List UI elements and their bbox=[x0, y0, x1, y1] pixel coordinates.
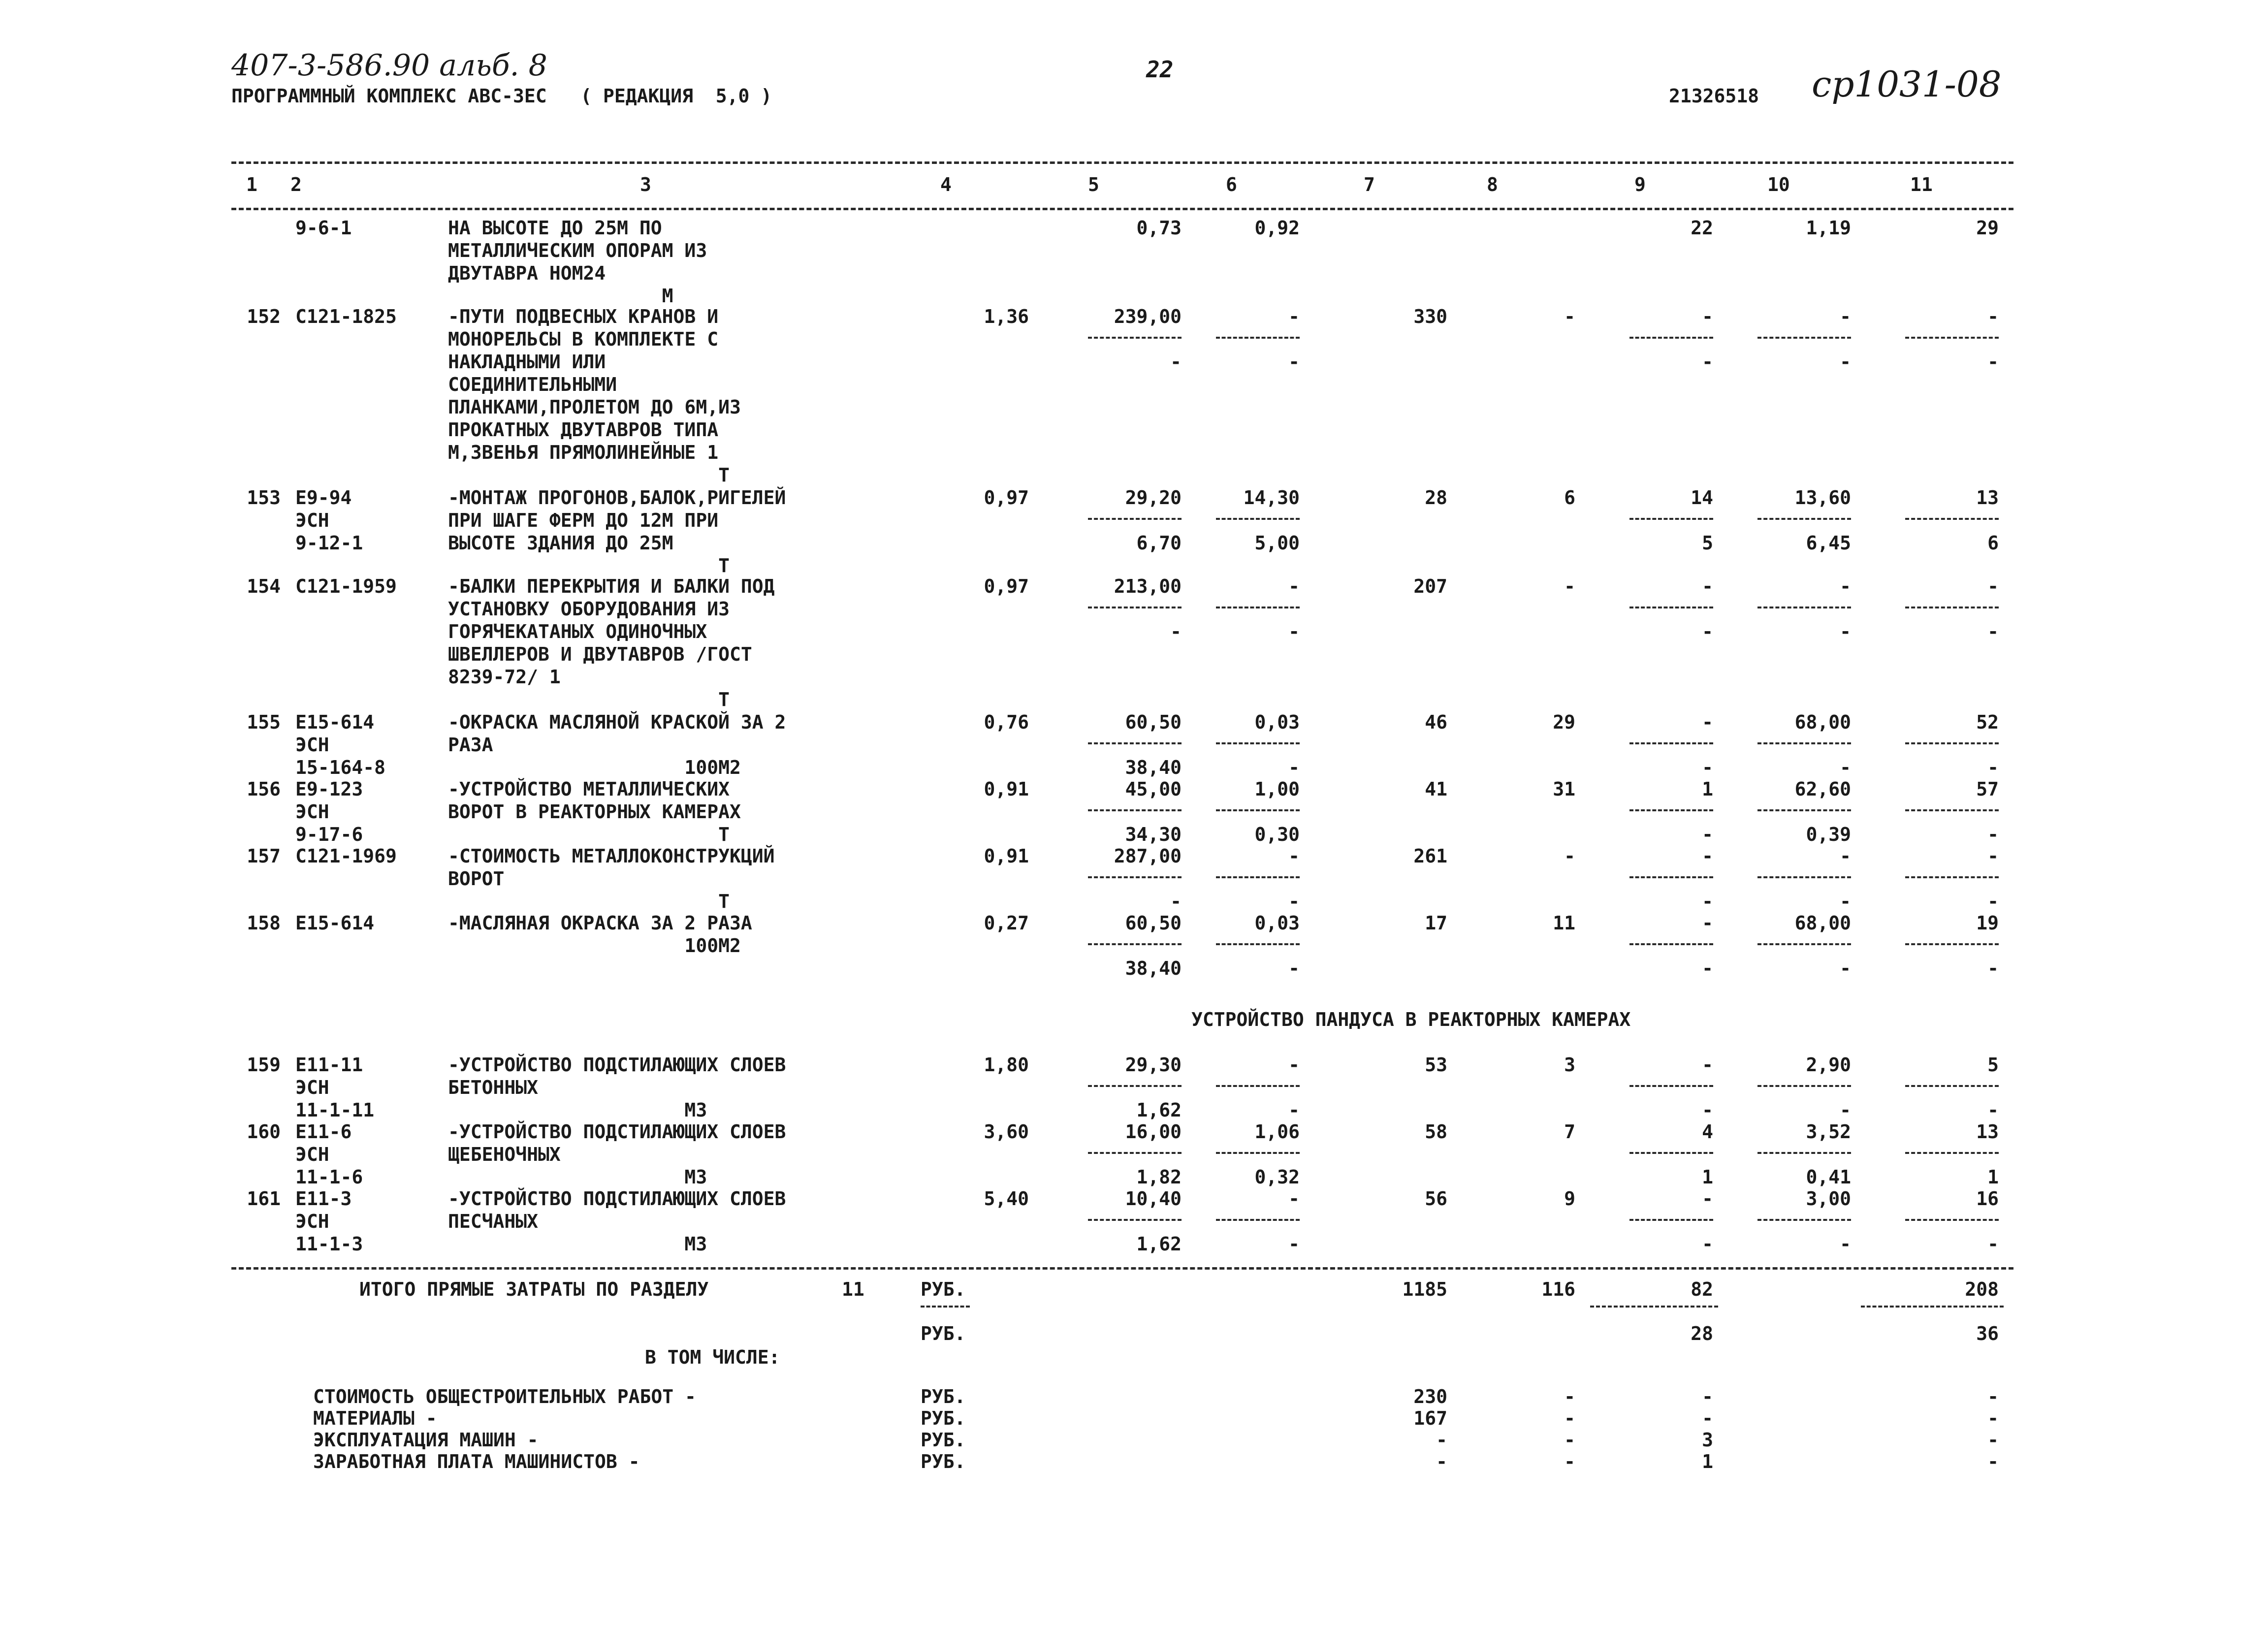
cell-divider bbox=[1088, 1085, 1182, 1087]
breakdown-col8: - bbox=[1564, 1429, 1575, 1451]
row-c7: 46 bbox=[1425, 711, 1447, 733]
row-c7: 41 bbox=[1425, 778, 1447, 800]
row-description: -СТОИМОСТЬ МЕТАЛЛОКОНСТРУКЦИЙ ВОРОТ Т bbox=[448, 845, 775, 912]
row-description: -УСТРОЙСТВО ПОДСТИЛАЮЩИХ СЛОЕВ ЩЕБЕНОЧНЫХ М3 bbox=[448, 1121, 786, 1188]
row-c6: 1,00 0,30 bbox=[1254, 778, 1300, 845]
cell-divider bbox=[1905, 876, 1999, 878]
row-c10: 3,00 - bbox=[1806, 1188, 1851, 1255]
totals-rule bbox=[231, 1267, 2013, 1270]
row-c7: 28 bbox=[1425, 487, 1447, 509]
cell-divider bbox=[1629, 809, 1713, 811]
column-header-7: 7 bbox=[1364, 174, 1375, 195]
row-c9: - - bbox=[1702, 1188, 1713, 1255]
row-c8: 3 bbox=[1564, 1054, 1575, 1076]
row-c9: - - bbox=[1702, 306, 1713, 373]
totals-unit-2: РУБ. bbox=[921, 1323, 966, 1344]
column-header-3: 3 bbox=[640, 174, 651, 195]
row-c6: 14,30 5,00 bbox=[1243, 487, 1300, 554]
row-c4: 1,80 bbox=[984, 1054, 1029, 1076]
row-c10: 3,52 0,41 bbox=[1806, 1121, 1851, 1188]
row-code: Е9-94 ЭСН 9-12-1 bbox=[295, 487, 363, 554]
cell-divider bbox=[1905, 742, 1999, 744]
row-code: С121-1959 bbox=[295, 575, 397, 597]
row-c7: 207 bbox=[1413, 575, 1447, 597]
breakdown-col9: 3 bbox=[1702, 1429, 1713, 1451]
row-c11: 5 - bbox=[1987, 1054, 1999, 1121]
row-number: 155 bbox=[247, 711, 281, 733]
cell-divider bbox=[1216, 337, 1300, 339]
breakdown-label: МАТЕРИАЛЫ - bbox=[313, 1407, 437, 1429]
row-c10: - - bbox=[1840, 575, 1851, 642]
row-description: -УСТРОЙСТВО ПОДСТИЛАЮЩИХ СЛОЕВ ПЕСЧАНЫХ М3 bbox=[448, 1188, 786, 1255]
row-c5: 60,50 38,40 bbox=[1125, 711, 1182, 778]
cell-divider bbox=[1629, 742, 1713, 744]
cell-divider bbox=[1757, 518, 1851, 520]
cell-divider bbox=[1905, 518, 1999, 520]
row-c4: 0,27 bbox=[984, 912, 1029, 934]
column-header-10: 10 bbox=[1767, 174, 1790, 195]
row-c8: - bbox=[1564, 845, 1575, 867]
row-c6: - - bbox=[1288, 575, 1300, 642]
row-c7: 261 bbox=[1413, 845, 1447, 867]
including-label: В ТОМ ЧИСЛЕ: bbox=[645, 1346, 780, 1368]
row-code: Е15-614 bbox=[295, 912, 375, 934]
row-c5: 29,20 6,70 bbox=[1125, 487, 1182, 554]
cell-divider bbox=[1905, 337, 1999, 339]
breakdown-col11: - bbox=[1987, 1386, 1999, 1407]
row-description: -УСТРОЙСТВО ПОДСТИЛАЮЩИХ СЛОЕВ БЕТОННЫХ М3 bbox=[448, 1054, 786, 1121]
row-c6: 1,06 0,32 bbox=[1254, 1121, 1300, 1188]
breakdown-col7: - bbox=[1436, 1451, 1447, 1472]
cell-divider bbox=[1629, 518, 1713, 520]
column-header-2: 2 bbox=[290, 174, 302, 195]
row-c8: 31 bbox=[1553, 778, 1575, 800]
row-number: 160 bbox=[247, 1121, 281, 1143]
breakdown-unit: РУБ. bbox=[921, 1386, 966, 1407]
breakdown-col9: - bbox=[1702, 1386, 1713, 1407]
cell-divider bbox=[1757, 1085, 1851, 1087]
column-header-5: 5 bbox=[1088, 174, 1099, 195]
totals-col9-bottom: 28 bbox=[1691, 1323, 1713, 1344]
cell-divider bbox=[1216, 1219, 1300, 1221]
row-c10: - - bbox=[1840, 306, 1851, 373]
column-header-4: 4 bbox=[940, 174, 952, 195]
cell-divider bbox=[1088, 337, 1182, 339]
col11-underline bbox=[1861, 1306, 2004, 1308]
row-c7: 17 bbox=[1425, 912, 1447, 934]
row-code: С121-1825 bbox=[295, 306, 397, 327]
cell-divider bbox=[1757, 809, 1851, 811]
cell-divider bbox=[1629, 943, 1713, 945]
cell-divider bbox=[1216, 742, 1300, 744]
row-c8: - bbox=[1564, 575, 1575, 597]
row-c10: 62,60 0,39 bbox=[1794, 778, 1851, 845]
row-c10: 68,00 - bbox=[1794, 912, 1851, 979]
cell-divider bbox=[1629, 1152, 1713, 1154]
cell-divider bbox=[1088, 943, 1182, 945]
cell-divider bbox=[1905, 607, 1999, 608]
row-code: С121-1969 bbox=[295, 845, 397, 867]
row-c4: 0,97 bbox=[984, 575, 1029, 597]
cell-divider bbox=[1088, 742, 1182, 744]
row-code: Е11-3 ЭСН 11-1-3 bbox=[295, 1188, 363, 1255]
row-c10: 68,00 - bbox=[1794, 711, 1851, 778]
handwritten-ref: ср1031-08 bbox=[1812, 64, 2002, 105]
row-c4: 0,76 bbox=[984, 711, 1029, 733]
row-c9: - - bbox=[1702, 1054, 1713, 1121]
row-description: -МОНТАЖ ПРОГОНОВ,БАЛОК,РИГЕЛЕЙ ПРИ ШАГЕ ФЕРМ ДО 12М ПРИ ВЫСОТЕ ЗДАНИЯ ДО 25М Т bbox=[448, 487, 786, 576]
cell-divider bbox=[1757, 337, 1851, 339]
row-c5: 287,00 - bbox=[1114, 845, 1182, 912]
row-c11: 29 bbox=[1976, 217, 1999, 239]
cell-divider bbox=[1905, 1219, 1999, 1221]
row-c10: 2,90 - bbox=[1806, 1054, 1851, 1121]
totals-section-number: 11 bbox=[842, 1278, 864, 1300]
header-rule-bottom bbox=[231, 208, 2013, 210]
row-c8: 29 bbox=[1553, 711, 1575, 733]
totals-col8: 116 bbox=[1541, 1278, 1575, 1300]
row-c7: 53 bbox=[1425, 1054, 1447, 1076]
row-number: 161 bbox=[247, 1188, 281, 1210]
cell-divider bbox=[1088, 1152, 1182, 1154]
row-c8: 11 bbox=[1553, 912, 1575, 934]
row-number: 153 bbox=[247, 487, 281, 509]
column-header-1: 1 bbox=[246, 174, 257, 195]
row-code: 9-6-1 bbox=[295, 217, 352, 239]
breakdown-unit: РУБ. bbox=[921, 1407, 966, 1429]
cell-divider bbox=[1757, 607, 1851, 608]
column-header-8: 8 bbox=[1487, 174, 1498, 195]
row-c10: 1,19 bbox=[1806, 217, 1851, 239]
row-c5: 45,00 34,30 bbox=[1125, 778, 1182, 845]
breakdown-col9: 1 bbox=[1702, 1451, 1713, 1472]
row-c8: - bbox=[1564, 306, 1575, 327]
row-c6: - - bbox=[1288, 306, 1300, 373]
breakdown-col7: 167 bbox=[1413, 1407, 1447, 1429]
row-c11: - - bbox=[1987, 575, 1999, 642]
row-c4: 3,60 bbox=[984, 1121, 1029, 1143]
row-number: 156 bbox=[247, 778, 281, 800]
row-c11: - - bbox=[1987, 845, 1999, 912]
row-c9: - - bbox=[1702, 845, 1713, 912]
row-c4: 0,97 bbox=[984, 487, 1029, 509]
column-header-9: 9 bbox=[1634, 174, 1646, 195]
cell-divider bbox=[1629, 607, 1713, 608]
row-c9: - - bbox=[1702, 575, 1713, 642]
row-c11: 19 - bbox=[1976, 912, 1999, 979]
row-c11: 57 - bbox=[1976, 778, 1999, 845]
row-c5: 29,30 1,62 bbox=[1125, 1054, 1182, 1121]
totals-col7: 1185 bbox=[1402, 1278, 1447, 1300]
row-code: Е11-11 ЭСН 11-1-11 bbox=[295, 1054, 375, 1121]
doc-number: 21326518 bbox=[1669, 85, 1759, 107]
row-c7: 58 bbox=[1425, 1121, 1447, 1143]
row-c9: - - bbox=[1702, 912, 1713, 979]
row-c4: 5,40 bbox=[984, 1188, 1029, 1210]
breakdown-unit: РУБ. bbox=[921, 1451, 966, 1472]
cell-divider bbox=[1905, 1152, 1999, 1154]
row-c9: 1 - bbox=[1702, 778, 1713, 845]
row-c6: 0,92 bbox=[1254, 217, 1300, 239]
row-c9: 14 5 bbox=[1691, 487, 1713, 554]
row-number: 158 bbox=[247, 912, 281, 934]
totals-col11-bottom: 36 bbox=[1976, 1323, 1999, 1344]
breakdown-col11: - bbox=[1987, 1429, 1999, 1451]
cell-divider bbox=[1757, 1152, 1851, 1154]
row-code: Е11-6 ЭСН 11-1-6 bbox=[295, 1121, 363, 1188]
row-number: 159 bbox=[247, 1054, 281, 1076]
cell-divider bbox=[1216, 876, 1300, 878]
cell-divider bbox=[1088, 607, 1182, 608]
row-description: -ОКРАСКА МАСЛЯНОЙ КРАСКОЙ ЗА 2 РАЗА 100М2 bbox=[448, 711, 786, 778]
breakdown-col8: - bbox=[1564, 1386, 1575, 1407]
col9-underline bbox=[1590, 1306, 1718, 1308]
row-description: НА ВЫСОТЕ ДО 25М ПО МЕТАЛЛИЧЕСКИМ ОПОРАМ ИЗ ДВУТАВРА НОМ24 М bbox=[448, 217, 707, 307]
row-c5: 239,00 - bbox=[1114, 306, 1182, 373]
cell-divider bbox=[1216, 1152, 1300, 1154]
cell-divider bbox=[1216, 607, 1300, 608]
row-code: Е15-614 ЭСН 15-164-8 bbox=[295, 711, 386, 778]
totals-unit-1: РУБ. bbox=[921, 1278, 966, 1300]
row-description: -УСТРОЙСТВО МЕТАЛЛИЧЕСКИХ ВОРОТ В РЕАКТОРНЫХ КАМЕРАХ Т bbox=[448, 778, 741, 845]
row-c8: 6 bbox=[1564, 487, 1575, 509]
cell-divider bbox=[1088, 1219, 1182, 1221]
breakdown-col7: - bbox=[1436, 1429, 1447, 1451]
unit-underline bbox=[921, 1306, 970, 1308]
breakdown-col7: 230 bbox=[1413, 1386, 1447, 1407]
row-c7: 56 bbox=[1425, 1188, 1447, 1210]
cell-divider bbox=[1757, 876, 1851, 878]
cell-divider bbox=[1757, 943, 1851, 945]
cell-divider bbox=[1905, 1085, 1999, 1087]
row-c4: 0,91 bbox=[984, 845, 1029, 867]
row-c5: 0,73 bbox=[1136, 217, 1182, 239]
row-c6: - - bbox=[1288, 845, 1300, 912]
row-c6: - - bbox=[1288, 1188, 1300, 1255]
row-c10: - - bbox=[1840, 845, 1851, 912]
cell-divider bbox=[1629, 876, 1713, 878]
row-number: 152 bbox=[247, 306, 281, 327]
cell-divider bbox=[1629, 337, 1713, 339]
cell-divider bbox=[1757, 742, 1851, 744]
row-c5: 213,00 - bbox=[1114, 575, 1182, 642]
row-description: -МАСЛЯНАЯ ОКРАСКА ЗА 2 РАЗА 100М2 bbox=[448, 912, 752, 957]
row-c9: 22 bbox=[1691, 217, 1713, 239]
page-number: 22 bbox=[1146, 56, 1174, 83]
cell-divider bbox=[1629, 1085, 1713, 1087]
row-number: 154 bbox=[247, 575, 281, 597]
breakdown-col11: - bbox=[1987, 1451, 1999, 1472]
cell-divider bbox=[1757, 1219, 1851, 1221]
column-header-6: 6 bbox=[1226, 174, 1237, 195]
row-c11: - - bbox=[1987, 306, 1999, 373]
row-c8: 7 bbox=[1564, 1121, 1575, 1143]
row-c6: 0,03 - bbox=[1254, 912, 1300, 979]
row-c6: 0,03 - bbox=[1254, 711, 1300, 778]
cell-divider bbox=[1216, 1085, 1300, 1087]
breakdown-col8: - bbox=[1564, 1407, 1575, 1429]
breakdown-col11: - bbox=[1987, 1407, 1999, 1429]
column-header-11: 11 bbox=[1910, 174, 1933, 195]
cell-divider bbox=[1088, 518, 1182, 520]
row-description: -БАЛКИ ПЕРЕКРЫТИЯ И БАЛКИ ПОД УСТАНОВКУ ОБОРУДОВАНИЯ ИЗ ГОРЯЧЕКАТАНЫХ ОДИНОЧНЫХ ШВЕЛЛЕРОВ И ДВУТАВРОВ /ГОСТ 8239-72/ 1 Т bbox=[448, 575, 775, 710]
breakdown-label: СТОИМОСТЬ ОБЩЕСТРОИТЕЛЬНЫХ РАБОТ - bbox=[313, 1386, 696, 1407]
row-c11: 13 6 bbox=[1976, 487, 1999, 554]
cell-divider bbox=[1088, 809, 1182, 811]
row-c6: - - bbox=[1288, 1054, 1300, 1121]
breakdown-col9: - bbox=[1702, 1407, 1713, 1429]
breakdown-unit: РУБ. bbox=[921, 1429, 966, 1451]
row-c11: 16 - bbox=[1976, 1188, 1999, 1255]
cell-divider bbox=[1905, 809, 1999, 811]
row-c5: 60,50 38,40 bbox=[1125, 912, 1182, 979]
cell-divider bbox=[1629, 1219, 1713, 1221]
row-c5: 10,40 1,62 bbox=[1125, 1188, 1182, 1255]
cell-divider bbox=[1216, 518, 1300, 520]
cell-divider bbox=[1905, 943, 1999, 945]
cell-divider bbox=[1216, 943, 1300, 945]
program-line: ПРОГРАММНЫЙ КОМПЛЕКС АВС-3ЕС ( РЕДАКЦИЯ 5,0 ) bbox=[231, 85, 772, 107]
totals-label: ИТОГО ПРЯМЫЕ ЗАТРАТЫ ПО РАЗДЕЛУ bbox=[359, 1278, 709, 1300]
cell-divider bbox=[1216, 809, 1300, 811]
row-c9: 4 1 bbox=[1702, 1121, 1713, 1188]
row-c4: 0,91 bbox=[984, 778, 1029, 800]
row-c11: 52 - bbox=[1976, 711, 1999, 778]
breakdown-col8: - bbox=[1564, 1451, 1575, 1472]
row-c4: 1,36 bbox=[984, 306, 1029, 327]
row-c9: - - bbox=[1702, 711, 1713, 778]
section-title: УСТРОЙСТВО ПАНДУСА В РЕАКТОРНЫХ КАМЕРАХ bbox=[1191, 1009, 1631, 1030]
breakdown-label: ЗАРАБОТНАЯ ПЛАТА МАШИНИСТОВ - bbox=[313, 1451, 640, 1472]
cell-divider bbox=[1088, 876, 1182, 878]
row-c7: 330 bbox=[1413, 306, 1447, 327]
row-c8: 9 bbox=[1564, 1188, 1575, 1210]
row-code: Е9-123 ЭСН 9-17-6 bbox=[295, 778, 363, 845]
row-c10: 13,60 6,45 bbox=[1794, 487, 1851, 554]
row-c11: 13 1 bbox=[1976, 1121, 1999, 1188]
header-rule-top bbox=[231, 161, 2013, 164]
totals-col9-top: 82 bbox=[1691, 1278, 1713, 1300]
breakdown-label: ЭКСПЛУАТАЦИЯ МАШИН - bbox=[313, 1429, 539, 1451]
row-c5: 16,00 1,82 bbox=[1125, 1121, 1182, 1188]
handwritten-doc-code: 407-3-586.90 альб. 8 bbox=[231, 48, 547, 83]
row-number: 157 bbox=[247, 845, 281, 867]
totals-col11-top: 208 bbox=[1965, 1278, 1999, 1300]
row-description: -ПУТИ ПОДВЕСНЫХ КРАНОВ И МОНОРЕЛЬСЫ В КОМПЛЕКТЕ С НАКЛАДНЫМИ ИЛИ СОЕДИНИТЕЛЬНЫМИ ПЛАНКАМИ,ПРОЛЕТОМ ДО 6М,ИЗ ПРОКАТНЫХ ДВУТАВРОВ ТИПА М,ЗВЕНЬЯ ПРЯМОЛИНЕЙНЫЕ 1 Т bbox=[448, 306, 741, 486]
